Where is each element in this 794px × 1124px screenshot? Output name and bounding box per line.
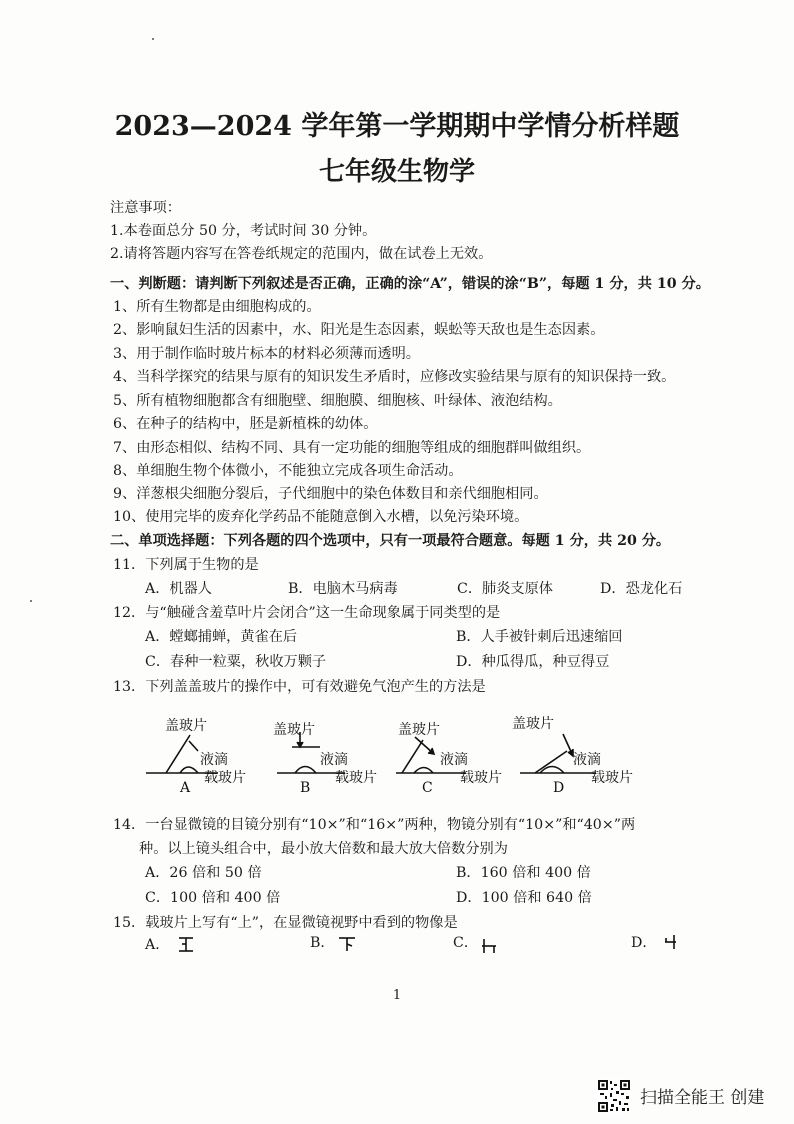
q15-option-a: A． — [145, 937, 170, 953]
figure-label-coverslip: 盖玻片 — [273, 722, 315, 738]
tf-item: 8、单细胞生物个体微小，不能独立完成各项生命活动。 — [113, 463, 463, 479]
q15-option-d: D． — [631, 935, 657, 951]
q12-option-d: D．种瓜得瓜，种豆得豆 — [456, 654, 610, 670]
figure-option-d: D — [553, 780, 565, 796]
figure-option-b: B — [300, 780, 311, 796]
q11-option-c: C．肺炎支原体 — [457, 581, 553, 597]
figure-label-coverslip: 盖玻片 — [398, 722, 440, 738]
q11-option-a: A．机器人 — [145, 581, 212, 597]
q15-option-c: C． — [453, 935, 479, 951]
q15-image-a — [176, 934, 196, 954]
section1-heading: 一、判断题：请判断下列叙述是否正确，正确的涂“A”，错误的涂“B”，每题 1 分，共 10 分。 — [110, 276, 710, 292]
q15-stem: 15．载玻片上写有“上”，在显微镜视野中看到的物像是 — [113, 915, 458, 931]
qr-code-icon — [597, 1079, 631, 1113]
figure-label-coverslip: 盖玻片 — [165, 718, 207, 734]
notes-heading: 注意事项： — [110, 200, 181, 216]
figure-label-slide: 载玻片 — [335, 770, 377, 786]
tf-item: 3、用于制作临时玻片标本的材料必须薄而透明。 — [113, 346, 420, 362]
q14-option-c: C．100 倍和 400 倍 — [145, 890, 281, 906]
tf-item: 4、当科学探究的结果与原有的知识发生矛盾时，应修改实验结果与原有的知识保持一致。 — [113, 369, 676, 385]
scanner-watermark: 扫描全能王 创建 — [640, 1088, 765, 1108]
tf-item: 5、所有植物细胞都含有细胞壁、细胞膜、细胞核、叶绿体、液泡结构。 — [113, 393, 562, 409]
figure-label-droplet: 液滴 — [440, 752, 468, 768]
figure-label-droplet: 液滴 — [573, 752, 601, 768]
q11-option-b: B．电脑木马病毒 — [288, 581, 398, 597]
q13-stem: 13．下列盖盖玻片的操作中，可有效避免气泡产生的方法是 — [113, 679, 486, 695]
q11-stem: 11．下列属于生物的是 — [113, 557, 259, 573]
figure-label-droplet: 液滴 — [200, 752, 228, 768]
figure-label-slide: 载玻片 — [460, 770, 502, 786]
q14-stem-line2: 种。以上镜头组合中，最小放大倍数和最大放大倍数分别为 — [139, 841, 508, 857]
page-number: 1 — [392, 988, 402, 1003]
q15-image-c — [480, 936, 500, 956]
coverslip-figure — [140, 712, 660, 802]
exam-subtitle: 七年级生物学 — [318, 157, 475, 187]
q14-option-a: A．26 倍和 50 倍 — [145, 865, 262, 881]
q12-stem: 12．与“触碰含羞草叶片会闭合”这一生命现象属于同类型的是 — [113, 605, 501, 621]
q15-option-b: B． — [310, 935, 335, 951]
tf-item: 2、影响鼠妇生活的因素中，水、阳光是生态因素，蜈蚣等天敌也是生态因素。 — [113, 322, 605, 338]
note-item: 2.请将答题内容写在答卷纸规定的范围内，做在试卷上无效。 — [110, 246, 493, 262]
figure-label-slide: 载玻片 — [591, 770, 633, 786]
note-item: 1.本卷面总分 50 分，考试时间 30 分钟。 — [110, 223, 377, 239]
q11-option-d: D．恐龙化石 — [600, 581, 683, 597]
q14-option-b: B．160 倍和 400 倍 — [456, 865, 591, 881]
figure-option-c: C — [422, 780, 433, 796]
q12-option-b: B．人手被针刺后迅速缩回 — [456, 629, 623, 645]
figure-label-droplet: 液滴 — [320, 752, 348, 768]
figure-label-slide: 载玻片 — [204, 770, 246, 786]
q15-image-b — [337, 934, 357, 954]
q15-image-d — [659, 932, 679, 952]
q12-option-c: C．春种一粒粟，秋收万颗子 — [145, 654, 327, 670]
tf-item: 9、洋葱根尖细胞分裂后，子代细胞中的染色体数目和亲代细胞相同。 — [113, 486, 548, 502]
figure-option-a: A — [180, 780, 191, 796]
tf-item: 6、在种子的结构中，胚是新植株的幼体。 — [113, 416, 378, 432]
q14-stem-line1: 14．一台显微镜的目镜分别有“10×”和“16×”两种，物镜分别有“10×”和“40×”两 — [113, 817, 636, 833]
tf-item: 1、所有生物都是由细胞构成的。 — [113, 299, 321, 315]
figure-label-coverslip: 盖玻片 — [512, 716, 554, 732]
q12-option-a: A．螳螂捕蝉，黄雀在后 — [145, 629, 298, 645]
tf-item: 7、由形态相似、结构不同、具有一定功能的细胞等组成的细胞群叫做组织。 — [113, 440, 591, 456]
exam-title: 2023—2024 学年第一学期期中学情分析样题 — [114, 111, 680, 142]
q14-option-d: D．100 倍和 640 倍 — [456, 890, 592, 906]
section2-heading: 二、单项选择题：下列各题的四个选项中，只有一项最符合题意。每题 1 分，共 20 分。 — [110, 533, 671, 549]
tf-item: 10、使用完毕的废弃化学药品不能随意倒入水槽，以免污染环境。 — [113, 509, 529, 525]
